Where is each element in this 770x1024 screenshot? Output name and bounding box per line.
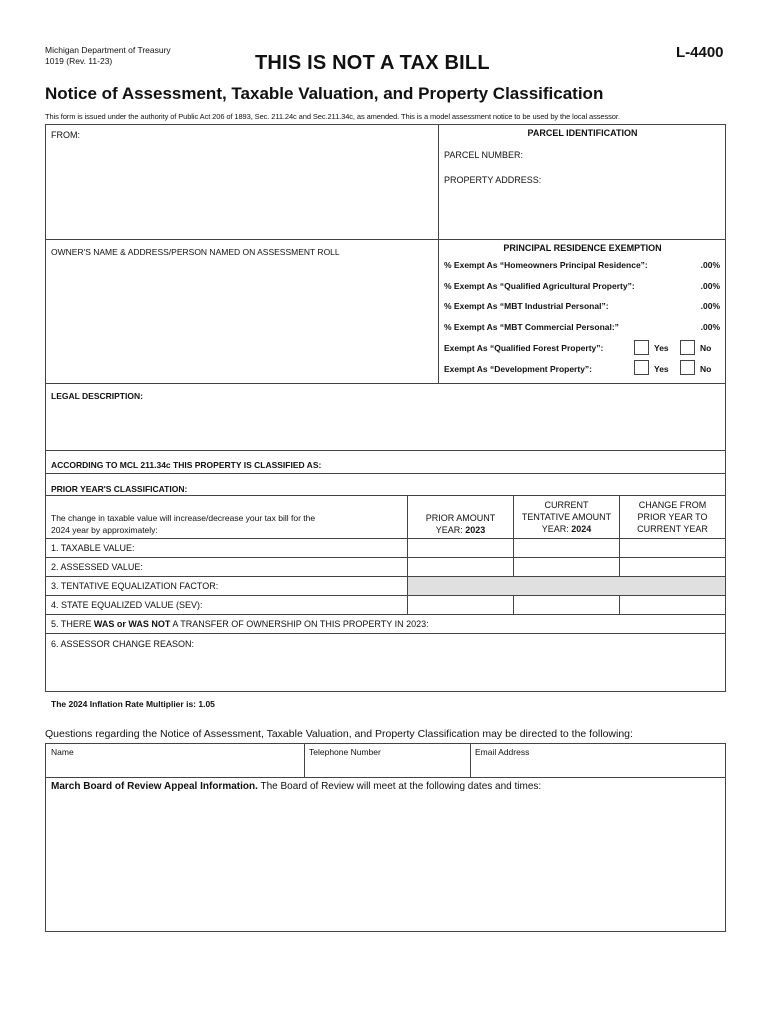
assessed-value-label: 2. ASSESSED VALUE: bbox=[51, 562, 143, 572]
development-no-label: No bbox=[700, 364, 712, 374]
prior-amount-header bbox=[408, 512, 513, 536]
development-yes-label: Yes bbox=[654, 364, 669, 374]
transfer-text-a: 5. THERE bbox=[51, 619, 94, 629]
transfer-label bbox=[51, 619, 429, 629]
contact-phone-label: Telephone Number bbox=[309, 747, 381, 757]
board-rest-text: The Board of Review will meet at the following dates and times: bbox=[257, 781, 542, 792]
transfer-text-b: WAS or WAS NOT bbox=[93, 619, 171, 629]
department-name: Michigan Department of Treasury bbox=[45, 45, 171, 55]
forest-no-checkbox[interactable] bbox=[680, 340, 695, 355]
row-divider bbox=[45, 633, 726, 634]
inflation-multiplier: The 2024 Inflation Rate Multiplier is: 1.05 bbox=[51, 699, 215, 709]
contact-name-label: Name bbox=[51, 747, 74, 757]
forest-property-label: Exempt As “Qualified Forest Property”: bbox=[444, 343, 604, 353]
row-divider bbox=[45, 595, 726, 596]
prior-year-line bbox=[408, 524, 513, 536]
exempt-row-mbt-commercial bbox=[444, 322, 720, 332]
page-title: Notice of Assessment, Taxable Valuation, and Property Classification bbox=[45, 84, 604, 103]
exempt-percent: .00% bbox=[700, 322, 720, 332]
development-property-label: Exempt As “Development Property”: bbox=[444, 364, 592, 374]
board-of-review-box[interactable] bbox=[45, 777, 726, 932]
legal-description-box[interactable] bbox=[45, 383, 726, 451]
change-header bbox=[620, 499, 725, 535]
assessor-change-reason-label: 6. ASSESSOR CHANGE REASON: bbox=[51, 639, 195, 649]
contact-email-label: Email Address bbox=[475, 747, 530, 757]
questions-text: Questions regarding the Notice of Assessment, Taxable Valuation, and Property Classification may be directed to the following: bbox=[45, 728, 633, 740]
exempt-percent: .00% bbox=[700, 260, 720, 270]
equalization-factor-label: 3. TENTATIVE EQUALIZATION FACTOR: bbox=[51, 581, 219, 591]
owner-label: OWNER'S NAME & ADDRESS/PERSON NAMED ON ASSESSMENT ROLL bbox=[51, 247, 340, 257]
prior-year-label: YEAR: bbox=[435, 525, 466, 535]
department-info bbox=[45, 45, 171, 67]
form-number: L-4400 bbox=[676, 44, 724, 61]
development-no-checkbox[interactable] bbox=[680, 360, 695, 375]
change-description bbox=[51, 512, 315, 536]
transfer-text-c: A TRANSFER OF OWNERSHIP ON THIS PROPERTY IN 2023: bbox=[170, 619, 429, 629]
from-parcel-section bbox=[45, 124, 726, 240]
contact-divider bbox=[304, 743, 305, 778]
exempt-row-agricultural bbox=[444, 281, 720, 291]
board-bold-text: March Board of Review Appeal Information. bbox=[51, 781, 258, 792]
change-title-3: CURRENT YEAR bbox=[637, 524, 708, 534]
prior-amount-title: PRIOR AMOUNT bbox=[425, 513, 496, 523]
current-year-label: YEAR: bbox=[541, 524, 572, 534]
col-divider bbox=[619, 595, 620, 614]
col-divider bbox=[513, 595, 514, 614]
tentative-amount-title: TENTATIVE AMOUNT bbox=[521, 512, 612, 522]
parcel-header: PARCEL IDENTIFICATION bbox=[527, 128, 638, 138]
form-revision: 1019 (Rev. 11-23) bbox=[45, 56, 113, 66]
board-of-review-text bbox=[51, 781, 541, 792]
change-title-1: CHANGE FROM bbox=[638, 500, 707, 510]
current-amount-header bbox=[514, 499, 619, 535]
current-year-value: 2024 bbox=[571, 524, 592, 534]
exempt-label: % Exempt As “MBT Industrial Personal”: bbox=[444, 301, 609, 311]
row-divider bbox=[45, 557, 726, 558]
from-label: FROM: bbox=[51, 130, 80, 140]
exempt-row-homeowners bbox=[444, 260, 720, 270]
taxable-value-label: 1. TAXABLE VALUE: bbox=[51, 543, 135, 553]
exempt-label: % Exempt As “MBT Commercial Personal:” bbox=[444, 322, 619, 332]
parcel-number-label: PARCEL NUMBER: bbox=[444, 150, 524, 160]
property-address-label: PROPERTY ADDRESS: bbox=[444, 175, 542, 185]
development-yes-checkbox[interactable] bbox=[634, 360, 649, 375]
equalization-factor-shaded-cell bbox=[408, 577, 725, 595]
development-property-row bbox=[444, 364, 720, 374]
forest-yes-label: Yes bbox=[654, 343, 669, 353]
current-title: CURRENT bbox=[544, 500, 589, 510]
not-tax-bill-heading: THIS IS NOT A TAX BILL bbox=[255, 52, 490, 74]
exempt-row-mbt-industrial bbox=[444, 301, 720, 311]
forest-no-label: No bbox=[700, 343, 712, 353]
prior-classification-label: PRIOR YEAR'S CLASSIFICATION: bbox=[51, 484, 188, 494]
authority-statement: This form is issued under the authority of Public Act 206 of 1893, Sec. 211.24c and Sec.211.34c, as amended. This is a model assessment notice to be used by the local assessor. bbox=[45, 112, 620, 121]
row-divider bbox=[45, 538, 726, 539]
prior-year-value: 2023 bbox=[465, 525, 486, 535]
change-text-line2: 2024 year by approximately: bbox=[51, 525, 158, 535]
classification-label: ACCORDING TO MCL 211.34c THIS PROPERTY IS CLASSIFIED AS: bbox=[51, 460, 322, 470]
contact-divider bbox=[470, 743, 471, 778]
exemption-header: PRINCIPAL RESIDENCE EXEMPTION bbox=[503, 243, 662, 253]
change-title-2: PRIOR YEAR TO bbox=[637, 512, 708, 522]
sev-label: 4. STATE EQUALIZED VALUE (SEV): bbox=[51, 600, 203, 610]
exempt-label: % Exempt As “Homeowners Principal Residence”: bbox=[444, 260, 648, 270]
row-divider bbox=[45, 614, 726, 615]
exempt-percent: .00% bbox=[700, 301, 720, 311]
forest-property-row bbox=[444, 343, 720, 353]
current-year-line bbox=[514, 523, 619, 535]
forest-yes-checkbox[interactable] bbox=[634, 340, 649, 355]
contact-row bbox=[45, 743, 726, 778]
exempt-label: % Exempt As “Qualified Agricultural Property”: bbox=[444, 281, 635, 291]
exempt-percent: .00% bbox=[700, 281, 720, 291]
change-text-line1: The change in taxable value will increase/decrease your tax bill for the bbox=[51, 513, 316, 523]
legal-description-label: LEGAL DESCRIPTION: bbox=[51, 391, 143, 401]
